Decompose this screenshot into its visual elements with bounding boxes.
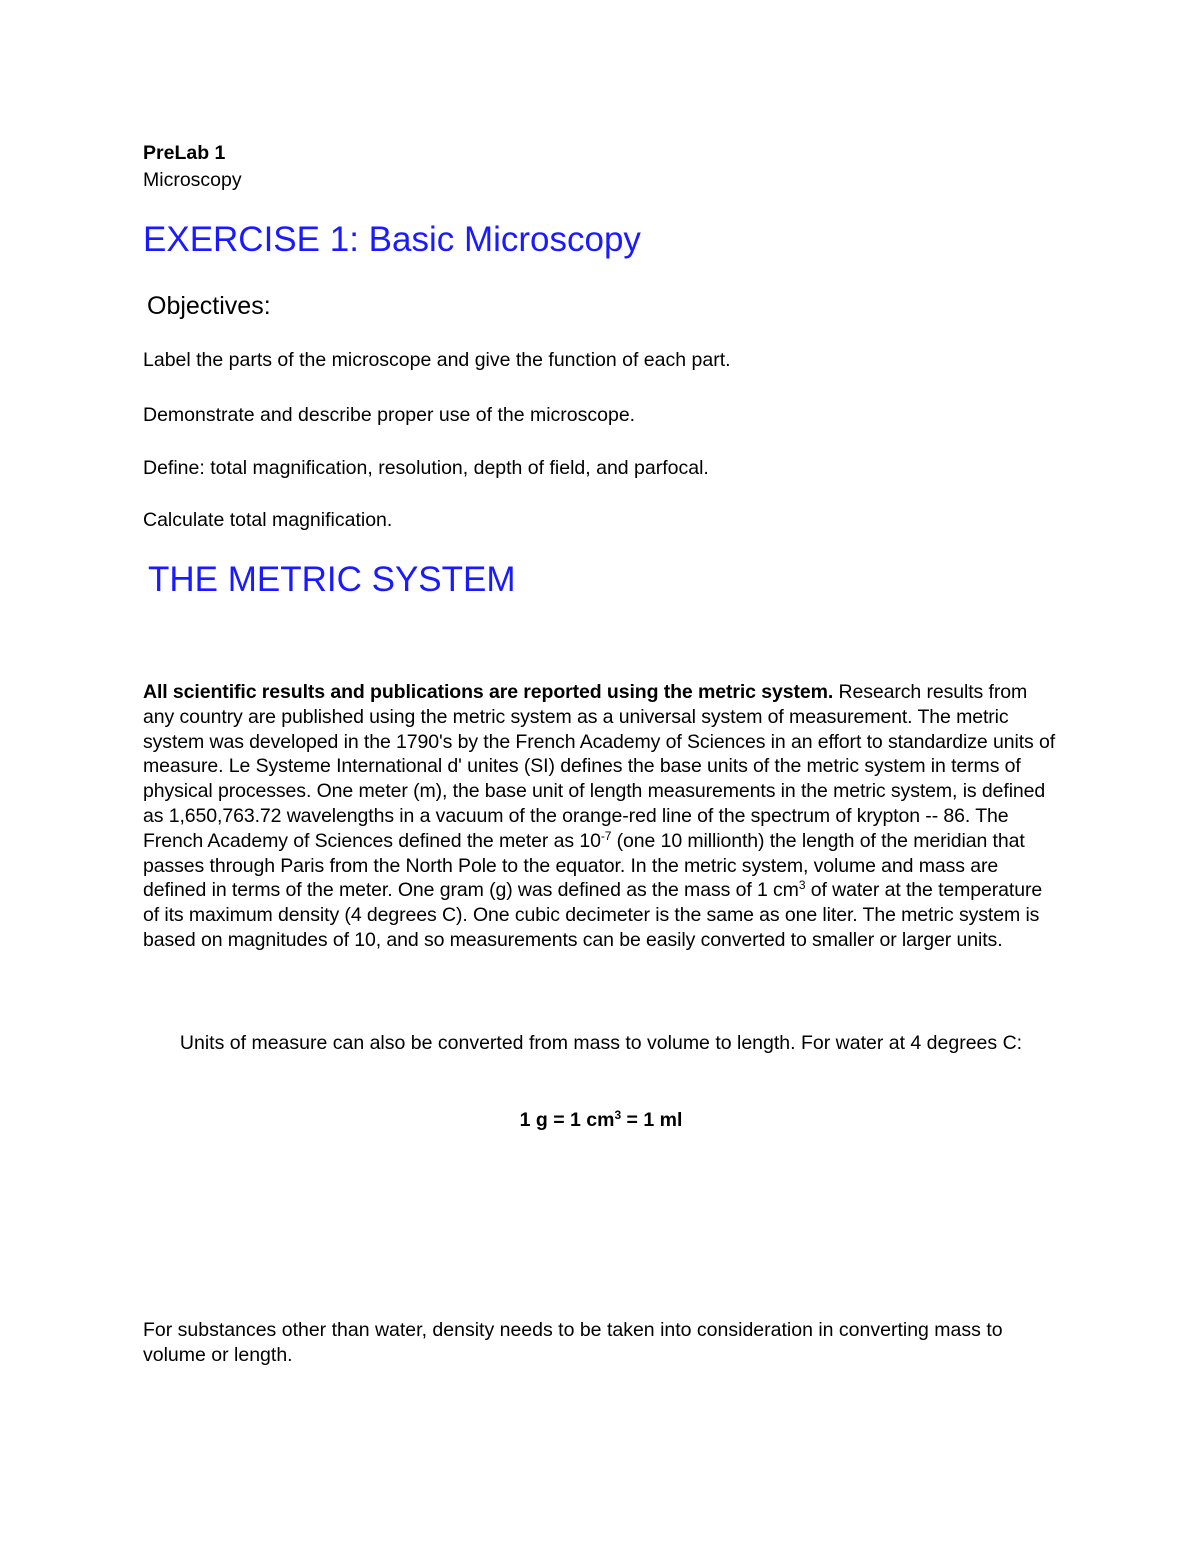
objective-item: Define: total magnification, resolution, depth of field, and parfocal. — [143, 457, 709, 479]
metric-body-part-2: (one 10 millionth) the length of the meridian that passes through Paris from the North Pole to the equator. In the metric system, volume and mass are defined in terms of the meter. One gram (g) was defined as the mass of 1 cm — [143, 829, 1025, 902]
exponent-minus-seven: -7 — [600, 828, 612, 843]
objective-item: Calculate total magnification. — [143, 509, 393, 531]
objectives-heading: Objectives: — [147, 292, 271, 320]
exercise-heading: EXERCISE 1: Basic Microscopy — [143, 220, 641, 259]
document-subtitle: Microscopy — [143, 169, 242, 191]
metric-lead-sentence: All scientific results and publications are reported using the metric system. — [143, 681, 834, 703]
conversion-formula — [143, 1108, 1059, 1133]
closing-paragraph: For substances other than water, density needs to be taken into consideration in converting mass to volume or length. — [143, 1319, 1003, 1366]
metric-paragraph — [143, 680, 1063, 953]
document-title: PreLab 1 — [143, 142, 226, 164]
conversion-text: Units of measure can also be converted from mass to volume to length. For water at 4 degrees C: — [179, 1032, 1023, 1054]
objective-item: Label the parts of the microscope and give the function of each part. — [143, 349, 731, 371]
formula-exponent: 3 — [614, 1108, 622, 1122]
exponent-cubed: 3 — [798, 878, 806, 893]
metric-body-part-3: of water at the temperature of its maximum density (4 degrees C). One cubic decimeter is the same as one liter. The metric system is based on magnitudes of 10, and so measurements can be easily converted to smaller or larger units. — [143, 879, 1043, 951]
objective-item: Demonstrate and describe proper use of the microscope. — [143, 404, 636, 426]
formula-left: 1 g = 1 cm — [519, 1109, 615, 1131]
metric-system-heading: THE METRIC SYSTEM — [148, 560, 516, 599]
formula-right: = 1 ml — [621, 1109, 683, 1131]
metric-body-part-1: Research results from any country are published using the metric system as a universal system of measurement. The metric system was developed in the 1790's by the French Academy of Sciences in an effort to standardize units of measure. Le Systeme International d' unites (SI) defines the base units of the metric system in terms of physical processes. One meter (m), the base unit of length measurements in the metric system, is defined as 1,650,763.72 wavelengths in a vacuum of the orange-red line of the spectrum of krypton -- 86. The French Academy of Sciences defined the meter as 10 — [143, 681, 1056, 852]
